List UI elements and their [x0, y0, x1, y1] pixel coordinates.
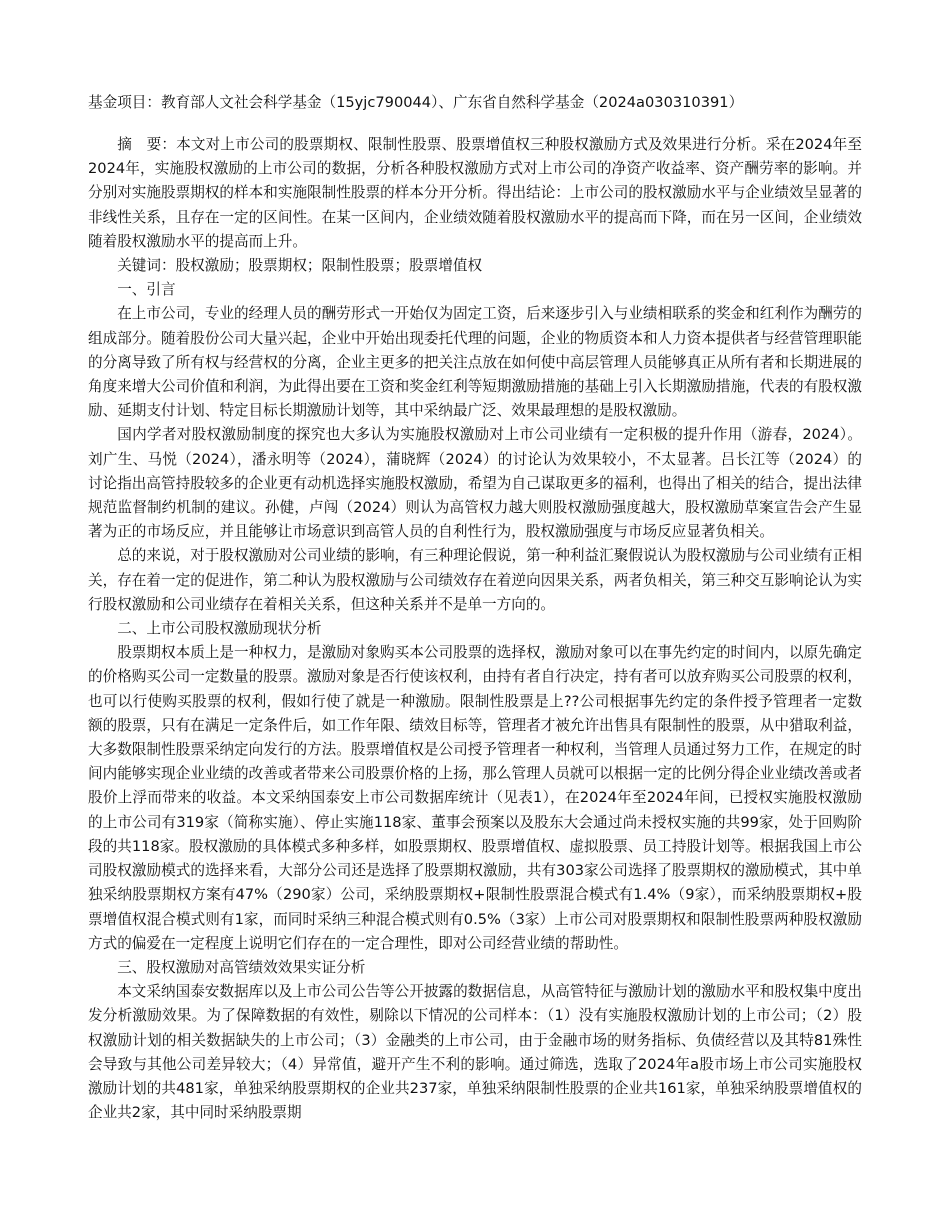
keywords-line: 关键词：股权激励；股票期权；限制性股票；股票增值权 [117, 257, 483, 275]
section-heading-status: 二、上市公司股权激励现状分析 [117, 620, 322, 638]
body-paragraph: 总的来说，对于股权激励对公司业绩的影响，有三种理论假说，第一种利益汇聚假说认为股权激励与公司业绩有正相关，存在着一定的促进作，第二种认为股权激励与公司绩效存在着逆向因果关系，两者负相关，第三种交互影响论认为实行股权激励和公司业绩存在着相关关系，但这种关系并不是单一方向的。 [88, 547, 862, 613]
section-heading-empirical: 三、股权激励对高管绩效效果实证分析 [117, 958, 366, 976]
body-paragraph: 股票期权本质上是一种权力，是激励对象购买本公司股票的选择权，激励对象可以在事先约定的时间内，以原先确定的价格购买公司一定数量的股票。激励对象是否行使该权利，由持有者自行决定，持有者可以放弃购买公司股票的权利，也可以行使购买股票的权利，假如行使了就是一种激励。限制性股票是上??公司根据事先约定的条件授予管理者一定数额的股票，只有在满足一定条件后，如工作年限、绩效目标等，管理者才被允许出售具有限制性的股票，从中猎取利益，大多数限制性股票采纳定向发行的方法。股票增值权是公司授予管理者一种权利，当管理人员通过努力工作，在规定的时间内能够实现企业业绩的改善或者带来公司股票价格的上扬，那么管理人员就可以根据一定的比例分得企业业绩改善或者股价上浮而带来的收益。本文采纳国泰安上市公司数据库统计（见表1），在2024年至2024年间，已授权实施股权激励的上市公司有319家（简称实施）、停止实施118家、董事会预案以及股东大会通过尚未授权实施的共99家，处于回购阶段的共118家。股权激励的具体模式多种多样，如股票期权、股票增值权、虚拟股票、员工持股计划等。根据我国上市公司股权激励模式的选择来看，大部分公司还是选择了股票期权激励，共有303家公司选择了股票期权的激励模式，其中单独采纳股票期权方案有47%（290家）公司，采纳股票期权+限制性股票混合模式有1.4%（9家），而采纳股票期权+股票增值权混合模式则有1家，而同时采纳三种混合模式则有0.5%（3家）上市公司对股票期权和限制性股票两种股权激励方式的偏爱在一定程度上说明它们存在的一定合理性，即对公司经营业绩的帮助性。 [88, 644, 862, 952]
section-heading-introduction: 一、引言 [117, 281, 176, 299]
body-paragraph: 国内学者对股权激励制度的探究也大多认为实施股权激励对上市公司业绩有一定积极的提升作用（游春，2024）。刘广生、马悦（2024），潘永明等（2024），蒲晓辉（2024）的讨论认为效果较小，不太显著。吕长江等（2024）的讨论指出高管持股较多的企业更有动机选择实施股权激励，希望为自己谋取更多的福利，也得出了相关的结合，提出法律规范监督制约机制的建议。孙健，卢闯（2024）则认为高管权力越大则股权激励强度越大，股权激励草案宣告会产生显著为正的市场反应，并且能够让市场意识到高管人员的自利性行为，股权激励强度与市场反应显著负相关。 [88, 426, 862, 541]
body-paragraph: 在上市公司，专业的经理人员的酬劳形式一开始仅为固定工资，后来逐步引入与业绩相联系的奖金和红利作为酬劳的组成部分。随着股份公司大量兴起，企业中开始出现委托代理的问题，企业的物质资本和人力资本提供者与经营管理职能的分离导致了所有权与经营权的分离，企业主更多的把关注点放在如何使中高层管理人员能够真正从所有者和长期进展的角度来增大公司价值和利润，为此得出要在工资和奖金红利等短期激励措施的基础上引入长期激励措施，代表的有股权激励、延期支付计划、特定目标长期激励计划等，其中采纳最广泛、效果最理想的是股权激励。 [88, 305, 862, 420]
abstract-paragraph: 摘 要：本文对上市公司的股票期权、限制性股票、股票增值权三种股权激励方式及效果进行分析。采在2024年至2024年，实施股权激励的上市公司的数据，分析各种股权激励方式对上市公司的净资产收益率、资产酬劳率的影响。并分别对实施股票期权的样本和实施限制性股票的样本分开分析。得出结论：上市公司的股权激励水平与企业绩效呈显著的非线性关系，且存在一定的区间性。在某一区间内，企业绩效随着股权激励水平的提高而下降，而在另一区间，企业绩效随着股权激励水平的提高而上升。 [88, 136, 862, 250]
funding-note: 基金项目：教育部人文社会科学基金（15yjc790044）、广东省自然科学基金（2024a030310391） [88, 94, 744, 111]
body-paragraph: 本文采纳国泰安数据库以及上市公司公告等公开披露的数据信息，从高管特征与激励计划的激励水平和股权集中度出发分析激励效果。为了保障数据的有效性，剔除以下情况的公司样本：（1）没有实施股权激励计划的上市公司；（2）股权激励计划的相关数据缺失的上市公司；（3）金融类的上市公司，由于金融市场的财务指标、负债经营以及其特81殊性会导致与其他公司差异较大；（4）异常值，避开产生不利的影响。通过筛选，选取了2024年a股市场上市公司实施股权激励计划的共481家，单独采纳股票期权的企业共237家，单独采纳限制性股票的企业共161家，单独采纳股票增值权的企业共2家，其中同时采纳股票期 [88, 983, 862, 1122]
